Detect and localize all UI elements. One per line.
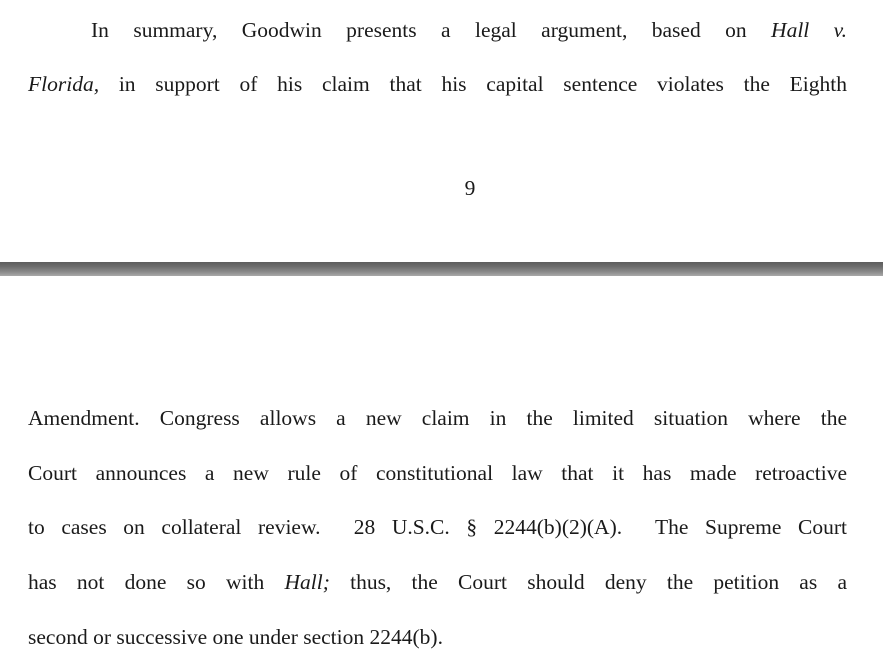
text-line <box>28 570 847 594</box>
page-number: 9 <box>464 176 476 200</box>
page-bottom <box>0 276 883 664</box>
page-divider <box>0 262 883 276</box>
text-run: In summary, Goodwin presents a legal argument, based on <box>91 18 772 42</box>
case-name-italic: Hall v. <box>771 18 848 42</box>
case-name-italic: Hall; <box>284 570 330 594</box>
text-run: in support of his claim that his capital sentence violates the Eighth <box>99 72 847 96</box>
page-top <box>0 0 883 262</box>
text-line: Amendment. Congress allows a new claim in the limited situation where the <box>28 406 847 430</box>
case-name-italic: Florida, <box>28 72 100 96</box>
text-run: has not done so with <box>28 570 285 594</box>
text-line <box>28 18 847 42</box>
text-line: Court announces a new rule of constitutional law that it has made retroactive <box>28 461 847 485</box>
text-run: thus, the Court should deny the petition as a <box>329 570 847 594</box>
text-line: second or successive one under section 2244(b). <box>28 625 443 649</box>
text-line: to cases on collateral review. 28 U.S.C. § 2244(b)(2)(A). The Supreme Court <box>28 515 847 539</box>
text-line <box>28 72 847 96</box>
